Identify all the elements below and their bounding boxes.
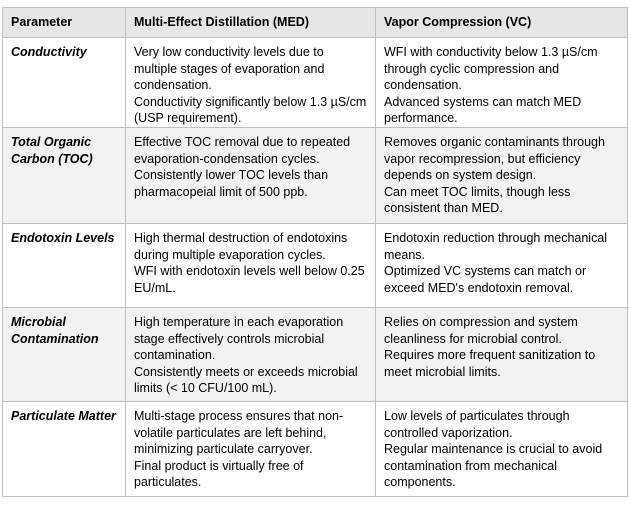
table-row-conductivity — [3, 38, 628, 128]
vc-text: Requires more frequent sanitization to meet microbial limits. — [384, 348, 596, 379]
comparison-table — [2, 7, 628, 497]
med-text: High thermal destruction of endotoxins during multiple evaporation cycles. — [134, 230, 348, 262]
med-text: WFI with endotoxin levels well below 0.25 EU/mL. — [134, 264, 365, 295]
parameter-cell: Particulate Matter — [3, 401, 126, 496]
table-row-endotoxin — [3, 223, 628, 307]
vc-text: Removes organic contaminants through vapor recompression, but efficiency depends on system design. — [384, 134, 605, 183]
parameter-cell: Total Organic Carbon (TOC) — [3, 127, 126, 223]
vc-text: Can meet TOC limits, though less consistent than MED. — [384, 184, 571, 216]
table-row-toc — [3, 127, 628, 223]
med-text: Effective TOC removal due to repeated evaporation-condensation cycles. — [134, 134, 351, 166]
header-med: Multi-Effect Distillation (MED) — [126, 8, 376, 38]
vc-text: Advanced systems can match MED performance. — [384, 94, 582, 126]
table-header-row — [3, 8, 628, 38]
med-cell — [126, 401, 376, 496]
header-parameter: Parameter — [3, 8, 126, 38]
med-text: Final product is virtually free of particulates. — [134, 458, 304, 490]
header-vc: Vapor Compression (VC) — [376, 8, 628, 38]
table-row-microbial — [3, 307, 628, 401]
med-cell — [126, 223, 376, 307]
med-cell — [126, 38, 376, 128]
vc-cell — [376, 38, 628, 128]
parameter-cell: Endotoxin Levels — [3, 223, 126, 307]
vc-text: WFI with conductivity below 1.3 µS/cm through cyclic compression and condensation. — [384, 45, 598, 93]
vc-cell — [376, 127, 628, 223]
parameter-cell: Microbial Contamination — [3, 307, 126, 401]
med-cell — [126, 307, 376, 401]
table-row-particulate — [3, 401, 628, 496]
parameter-cell: Conductivity — [3, 38, 126, 128]
med-text: Multi-stage process ensures that non-volatile particulates are left behind, minimizing particulate carryover. — [134, 408, 344, 457]
vc-text: Optimized VC systems can match or exceed MED's endotoxin removal. — [384, 264, 587, 295]
med-text: High temperature in each evaporation stage effectively controls microbial contamination. — [134, 314, 344, 363]
med-text: Very low conductivity levels due to multiple stages of evaporation and condensation. — [134, 45, 325, 93]
med-cell — [126, 127, 376, 223]
med-text: Consistently lower TOC levels than pharmacopeial limit of 500 ppb. — [134, 168, 329, 199]
vc-text: Regular maintenance is crucial to avoid contamination from mechanical components. — [384, 442, 603, 490]
vc-text: Relies on compression and system cleanliness for microbial control. — [384, 314, 578, 346]
vc-cell — [376, 223, 628, 307]
vc-cell — [376, 401, 628, 496]
med-text: Consistently meets or exceeds microbial limits (< 10 CFU/100 mL). — [134, 364, 358, 396]
vc-text: Low levels of particulates through controlled vaporization. — [384, 408, 570, 440]
vc-text: Endotoxin reduction through mechanical means. — [384, 230, 608, 262]
med-text: Conductivity significantly below 1.3 µS/cm (USP requirement). — [134, 94, 367, 126]
vc-cell — [376, 307, 628, 401]
